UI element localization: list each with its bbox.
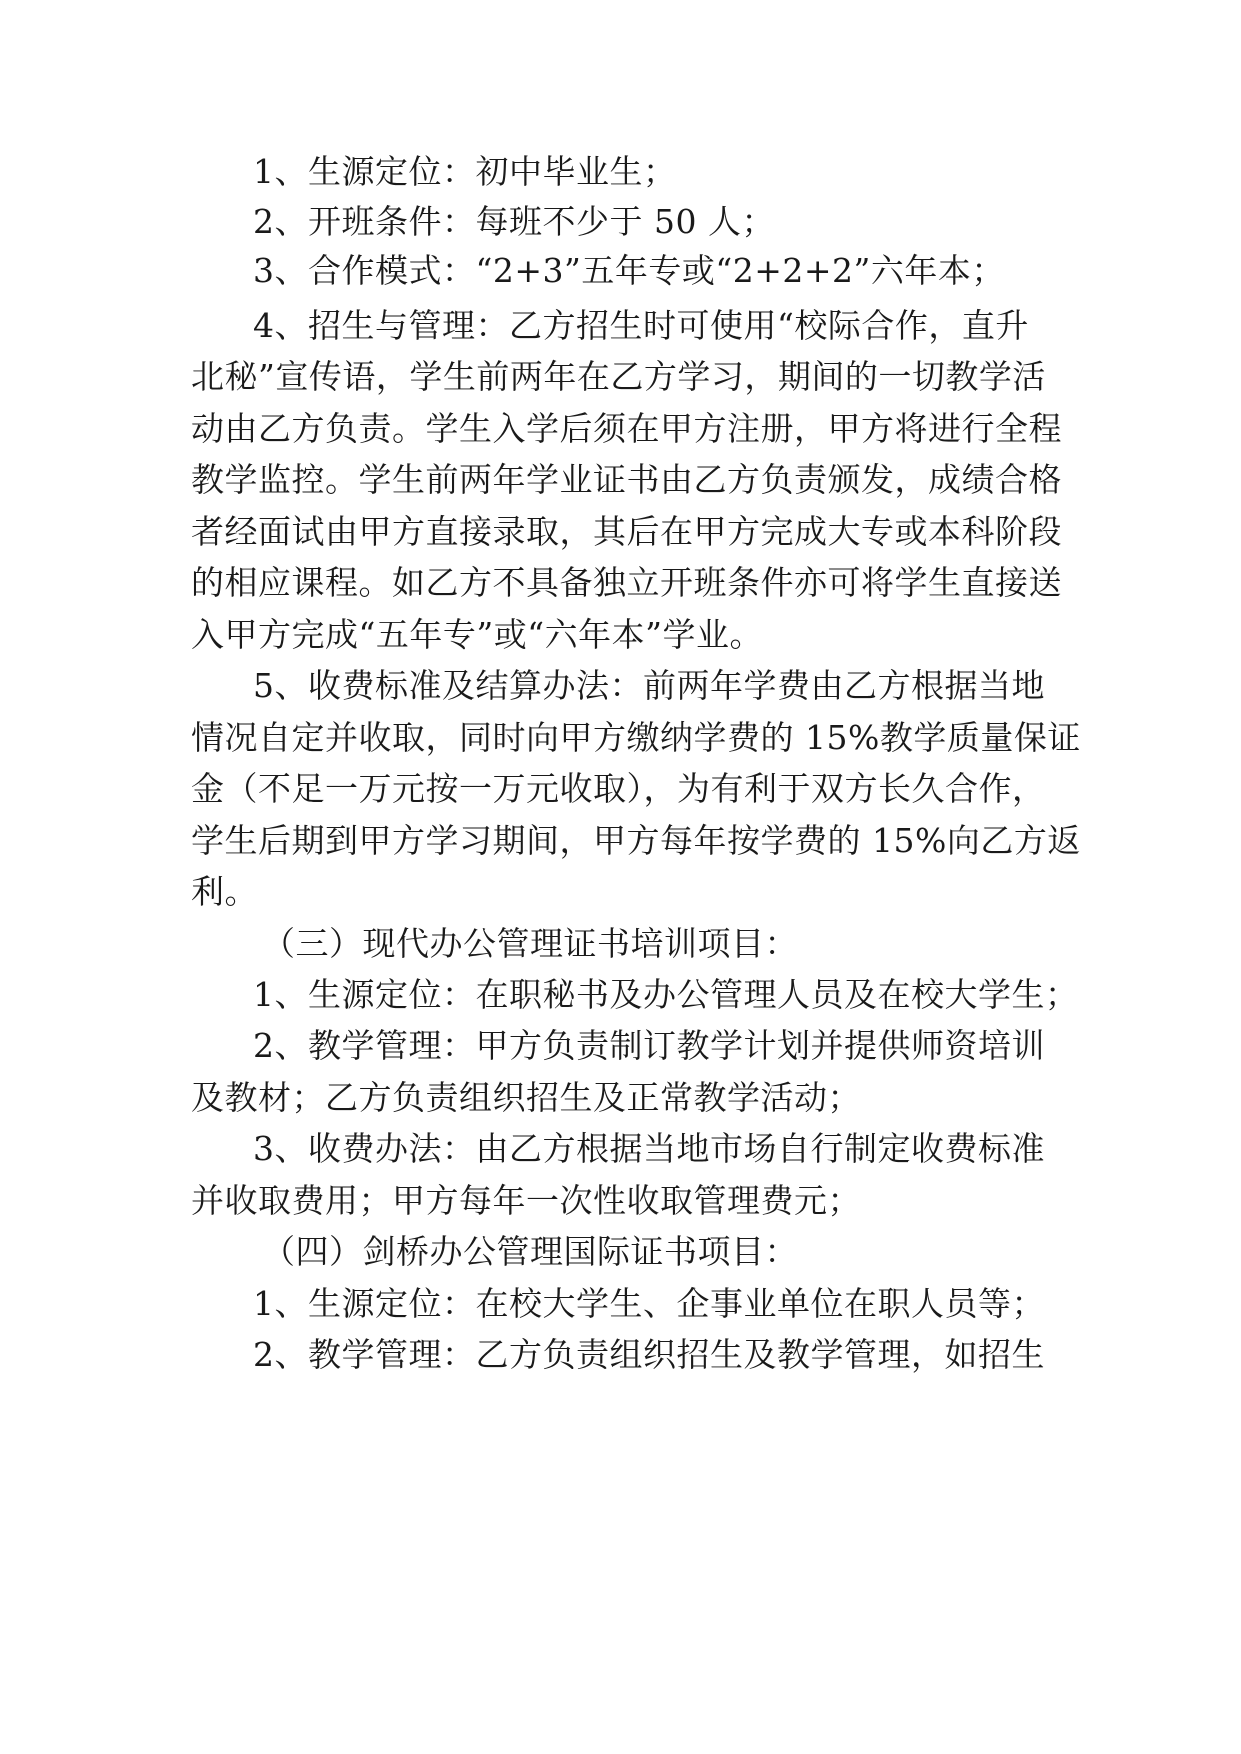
paragraph-line: 2、开班条件：每班不少于 50 人； xyxy=(253,202,775,241)
paragraph-line: 2、教学管理：乙方负责组织招生及教学管理，如招生 xyxy=(253,1335,1045,1374)
paragraph-line: 3、收费办法：由乙方根据当地市场自行制定收费标准 xyxy=(253,1129,1045,1168)
paragraph-line: 5、收费标准及结算办法：前两年学费由乙方根据当地 xyxy=(253,666,1045,705)
paragraph-line: 动由乙方负责。学生入学后须在甲方注册，甲方将进行全程 xyxy=(191,409,1062,448)
paragraph-line: 金（不足一万元按一万元收取），为有利于双方长久合作， xyxy=(191,769,1046,808)
paragraph-line: 的相应课程。如乙方不具备独立开班条件亦可将学生直接送 xyxy=(191,563,1062,602)
paragraph-line: 者经面试由甲方直接录取，其后在甲方完成大专或本科阶段 xyxy=(191,512,1062,551)
paragraph-line: 学生后期到甲方学习期间，甲方每年按学费的 15%向乙方返 xyxy=(191,821,1081,860)
section-heading: （四）剑桥办公管理国际证书项目： xyxy=(262,1232,798,1271)
paragraph-line: 2、教学管理：甲方负责制订教学计划并提供师资培训 xyxy=(253,1026,1045,1065)
paragraph-line: 利。 xyxy=(191,872,258,911)
paragraph-line: 1、生源定位：在职秘书及办公管理人员及在校大学生； xyxy=(253,975,1079,1014)
paragraph-line: 1、生源定位：初中毕业生； xyxy=(253,152,677,191)
paragraph-line: 北秘”宣传语，学生前两年在乙方学习，期间的一切教学活 xyxy=(191,357,1046,396)
paragraph-line: 4、招生与管理：乙方招生时可使用“校际合作，直升 xyxy=(253,306,1029,345)
paragraph-line: 并收取费用；甲方每年一次性收取管理费元； xyxy=(191,1181,861,1220)
paragraph-line: 情况自定并收取，同时向甲方缴纳学费的 15%教学质量保证 xyxy=(191,718,1081,757)
section-heading: （三）现代办公管理证书培训项目： xyxy=(262,924,798,963)
paragraph-line: 3、合作模式：“2+3”五年专或“2+2+2”六年本； xyxy=(253,251,1005,290)
paragraph-line: 及教材；乙方负责组织招生及正常教学活动； xyxy=(191,1078,861,1117)
paragraph-line: 入甲方完成“五年专”或“六年本”学业。 xyxy=(191,615,763,654)
paragraph-line: 1、生源定位：在校大学生、企事业单位在职人员等； xyxy=(253,1284,1045,1323)
paragraph-line: 教学监控。学生前两年学业证书由乙方负责颁发，成绩合格 xyxy=(191,460,1062,499)
